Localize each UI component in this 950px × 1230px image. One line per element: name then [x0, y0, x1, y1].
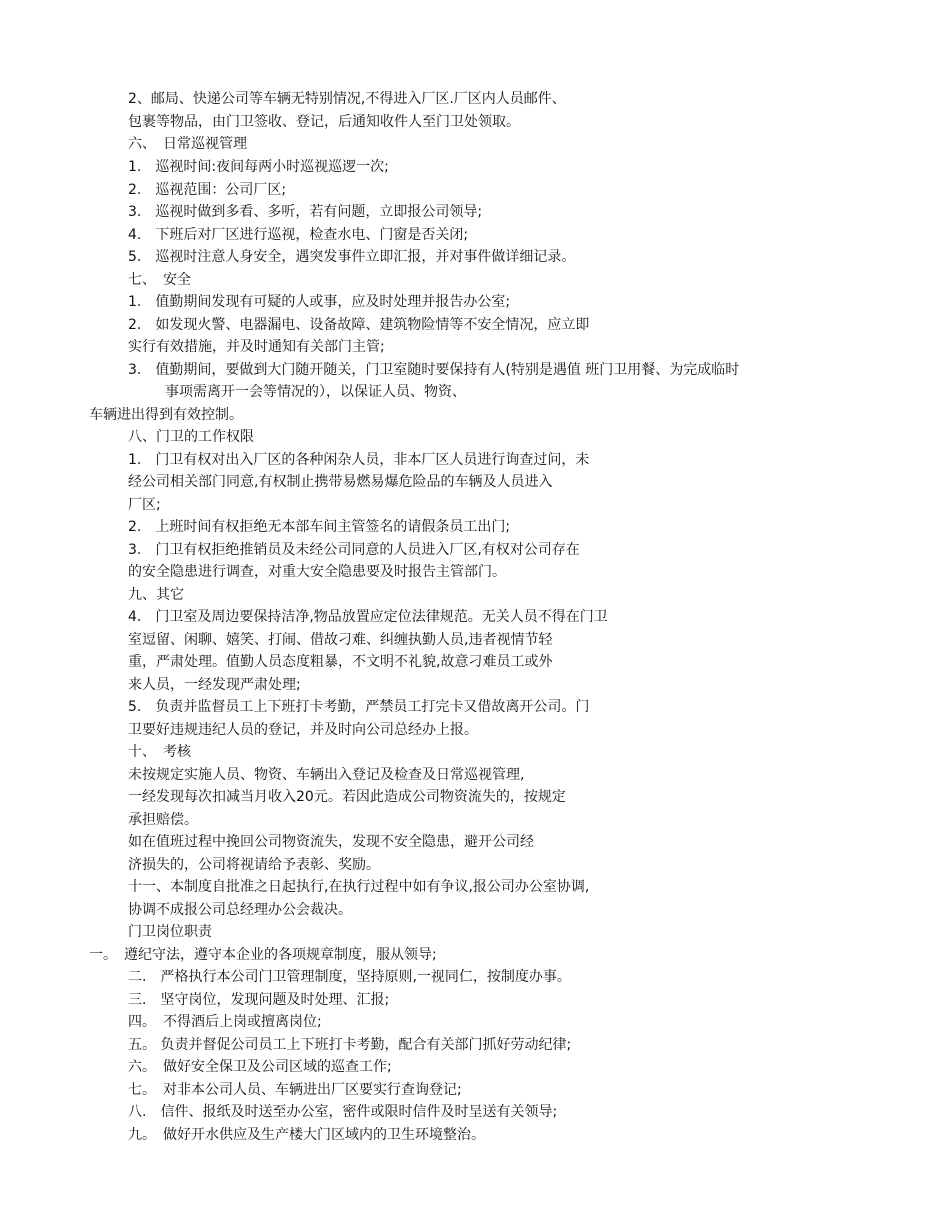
duty-item: 二. 严格执行本公司门卫管理制度，坚持原则,一视同仁，按制度办事。	[128, 969, 571, 985]
text-line: 事项需离开一会等情况的），以保证人员、物资、	[165, 384, 466, 400]
list-item: 2. 如发现火警、电器漏电、设备故障、建筑物险情等不安全情况，应立即	[128, 317, 590, 333]
list-item: 1. 巡视时间:夜间每两小时巡视巡逻一次;	[128, 159, 389, 175]
text-line: 实行有效措施，并及时通知有关部门主管;	[128, 339, 385, 355]
text-line: 包裹等物品，由门卫签收、登记，后通知收件人至门卫处领取。	[128, 114, 520, 130]
section-heading: 门卫岗位职责	[128, 924, 212, 940]
text-line: 十一、本制度自批准之日起执行,在执行过程中如有争议,报公司办公室协调,	[128, 879, 590, 895]
text-line: 如在值班过程中挽回公司物资流失，发现不安全隐患，避开公司经	[128, 834, 534, 850]
duty-item: 九。 做好开水供应及生产楼大门区域内的卫生环境整治。	[128, 1127, 485, 1143]
list-item: 5. 巡视时注意人身安全，遇突发事件立即汇报，并对事件做详细记录。	[128, 249, 576, 265]
text-line: 厂区;	[128, 497, 161, 513]
section-heading: 十、 考核	[128, 744, 191, 760]
text-line: 一经发现每次扣减当月收入20元。若因此造成公司物资流失的，按规定	[128, 789, 566, 805]
duty-item: 七。 对非本公司人员、车辆进出厂区要实行查询登记;	[128, 1082, 462, 1098]
section-heading: 六、 日常巡视管理	[128, 136, 247, 152]
text-line: 来人员，一经发现严肃处理;	[128, 677, 301, 693]
list-item: 3. 值勤期间，要做到大门随开随关，门卫室随时要保持有人(特别是遇值 班门卫用餐、为完成临时	[128, 362, 740, 378]
section-heading: 九、其它	[128, 587, 184, 603]
text-line: 济损失的，公司将视请给予表彰、奖励。	[128, 857, 380, 873]
list-item: 2. 巡视范围：公司厂区;	[128, 182, 287, 198]
text-line: 未按规定实施人员、物资、车辆出入登记及检查及日常巡视管理,	[128, 767, 525, 783]
list-item: 1. 门卫有权对出入厂区的各种闲杂人员，非本厂区人员进行询查过问，未	[128, 452, 590, 468]
list-item: 2. 上班时间有权拒绝无本部车间主管签名的请假条员工出门;	[128, 519, 511, 535]
list-item: 3. 巡视时做到多看、多听，若有问题，立即报公司领导;	[128, 204, 483, 220]
text-line: 室逗留、闲聊、嬉笑、打闹、借故刁难、纠缠执勤人员,违者视情节轻	[128, 632, 553, 648]
duty-item: 八. 信件、报纸及时送至办公室，密件或限时信件及时呈送有关领导;	[128, 1104, 558, 1120]
duty-item: 一。 遵纪守法，遵守本企业的各项规章制度，服从领导;	[89, 947, 437, 963]
list-item: 4. 门卫室及周边要保持洁净,物品放置应定位法律规范。无关人员不得在门卫	[128, 609, 608, 625]
list-item: 3. 门卫有权拒绝推销员及未经公司同意的人员进入厂区,有权对公司存在	[128, 542, 580, 558]
text-line: 协调不成报公司总经理办公会裁决。	[128, 902, 352, 918]
list-item: 4. 下班后对厂区进行巡视，检查水电、门窗是否关闭;	[128, 227, 469, 243]
text-line: 卫要好违规违纪人员的登记，并及时向公司总经办上报。	[128, 722, 478, 738]
text-line: 车辆进出得到有效控制。	[89, 407, 243, 423]
text-line: 2、邮局、快递公司等车辆无特别情况,不得进入厂区.厂区内人员邮件、	[128, 91, 566, 107]
duty-item: 五。 负责并督促公司员工上下班打卡考勤，配合有关部门抓好劳动纪律;	[128, 1037, 572, 1053]
text-line: 的安全隐患进行调查，对重大安全隐患要及时报告主管部门。	[128, 564, 506, 580]
list-item: 5. 负责并监督员工上下班打卡考勤，严禁员工打完卡又借故离开公司。门	[128, 699, 590, 715]
section-heading: 七、 安全	[128, 272, 191, 288]
duty-item: 三. 坚守岗位，发现问题及时处理、汇报;	[128, 992, 390, 1008]
duty-item: 六。 做好安全保卫及公司区域的巡查工作;	[128, 1059, 392, 1075]
text-line: 经公司相关部门同意,有权制止携带易燃易爆危险品的车辆及人员进入	[128, 474, 553, 490]
text-line: 重，严肃处理。值勤人员态度粗暴，不文明不礼貌,故意刁难员工或外	[128, 654, 553, 670]
list-item: 1. 值勤期间发现有可疑的人或事，应及时处理并报告办公室;	[128, 294, 511, 310]
text-line: 承担赔偿。	[128, 812, 198, 828]
section-heading: 八、门卫的工作权限	[128, 429, 254, 445]
duty-item: 四。 不得酒后上岗或擅离岗位;	[128, 1014, 322, 1030]
